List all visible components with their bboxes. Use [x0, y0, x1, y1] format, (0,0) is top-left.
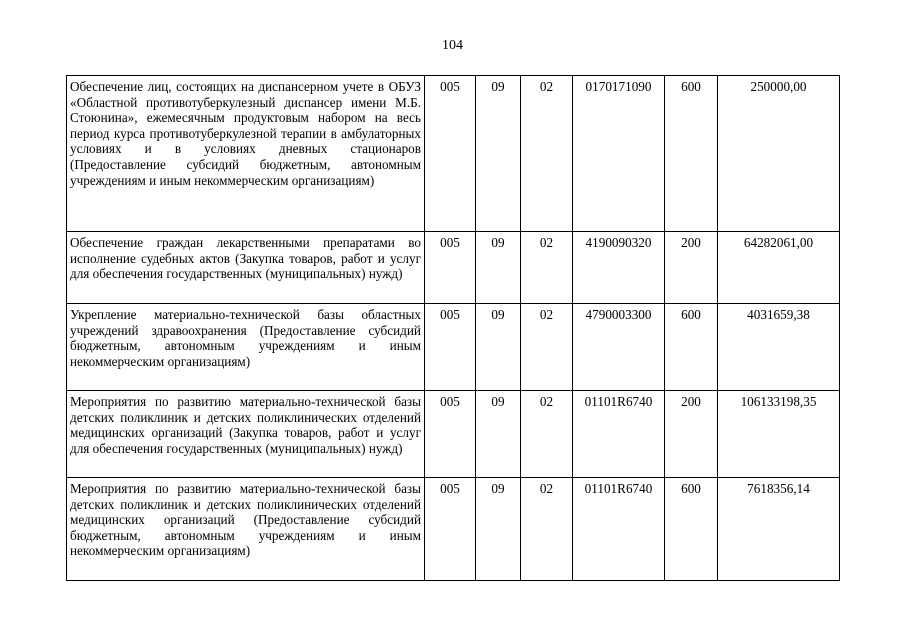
target-article-code: 4190090320 [573, 232, 665, 304]
section-code: 09 [476, 478, 521, 581]
amount: 7618356,14 [718, 478, 840, 581]
target-article-code: 0170171090 [573, 76, 665, 232]
section-code: 09 [476, 232, 521, 304]
table-row [67, 76, 840, 232]
expense-type-code: 200 [665, 391, 718, 478]
row-description: Обеспечение граждан лекарственными препаратами во исполнение судебных актов (Закупка товаров, работ и услуг для обеспечения государственных (муниципальных) нужд) [67, 232, 425, 304]
ministry-code: 005 [425, 478, 476, 581]
section-code: 09 [476, 304, 521, 391]
page-number: 104 [442, 38, 463, 53]
subsection-code: 02 [521, 304, 573, 391]
table-row [67, 232, 840, 304]
amount: 64282061,00 [718, 232, 840, 304]
amount: 106133198,35 [718, 391, 840, 478]
budget-table [66, 75, 840, 581]
row-description: Обеспечение лиц, состоящих на диспансерном учете в ОБУЗ «Областной противотуберкулезный диспансер имени М.Б. Стоюнина», ежемесячным продуктовым набором на весь период курса противотуберкулезной терапии в амбулаторных условиях и в условиях дневных стационаров (Предоставление субсидий бюджетным, автономным учреждениям и иным некоммерческим организациям) [67, 76, 425, 232]
target-article-code: 01101R6740 [573, 478, 665, 581]
amount: 250000,00 [718, 76, 840, 232]
table-row [67, 391, 840, 478]
table-row [67, 478, 840, 581]
row-description: Укрепление материально-технической базы областных учреждений здравоохранения (Предоставление субсидий бюджетным, автономным учреждениям и иным некоммерческим организациям) [67, 304, 425, 391]
expense-type-code: 600 [665, 304, 718, 391]
section-code: 09 [476, 76, 521, 232]
ministry-code: 005 [425, 391, 476, 478]
ministry-code: 005 [425, 76, 476, 232]
subsection-code: 02 [521, 232, 573, 304]
subsection-code: 02 [521, 76, 573, 232]
target-article-code: 01101R6740 [573, 391, 665, 478]
expense-type-code: 600 [665, 76, 718, 232]
expense-type-code: 200 [665, 232, 718, 304]
subsection-code: 02 [521, 391, 573, 478]
ministry-code: 005 [425, 232, 476, 304]
amount: 4031659,38 [718, 304, 840, 391]
row-description: Мероприятия по развитию материально-технической базы детских поликлиник и детских поликлинических отделений медицинских организаций (Предоставление субсидий бюджетным, автономным учреждениям и иным некоммерческим организациям) [67, 478, 425, 581]
section-code: 09 [476, 391, 521, 478]
subsection-code: 02 [521, 478, 573, 581]
table-row [67, 304, 840, 391]
target-article-code: 4790003300 [573, 304, 665, 391]
row-description: Мероприятия по развитию материально-технической базы детских поликлиник и детских поликлинических отделений медицинских организаций (Закупка товаров, работ и услуг для обеспечения государственных (муниципальных) нужд) [67, 391, 425, 478]
ministry-code: 005 [425, 304, 476, 391]
expense-type-code: 600 [665, 478, 718, 581]
